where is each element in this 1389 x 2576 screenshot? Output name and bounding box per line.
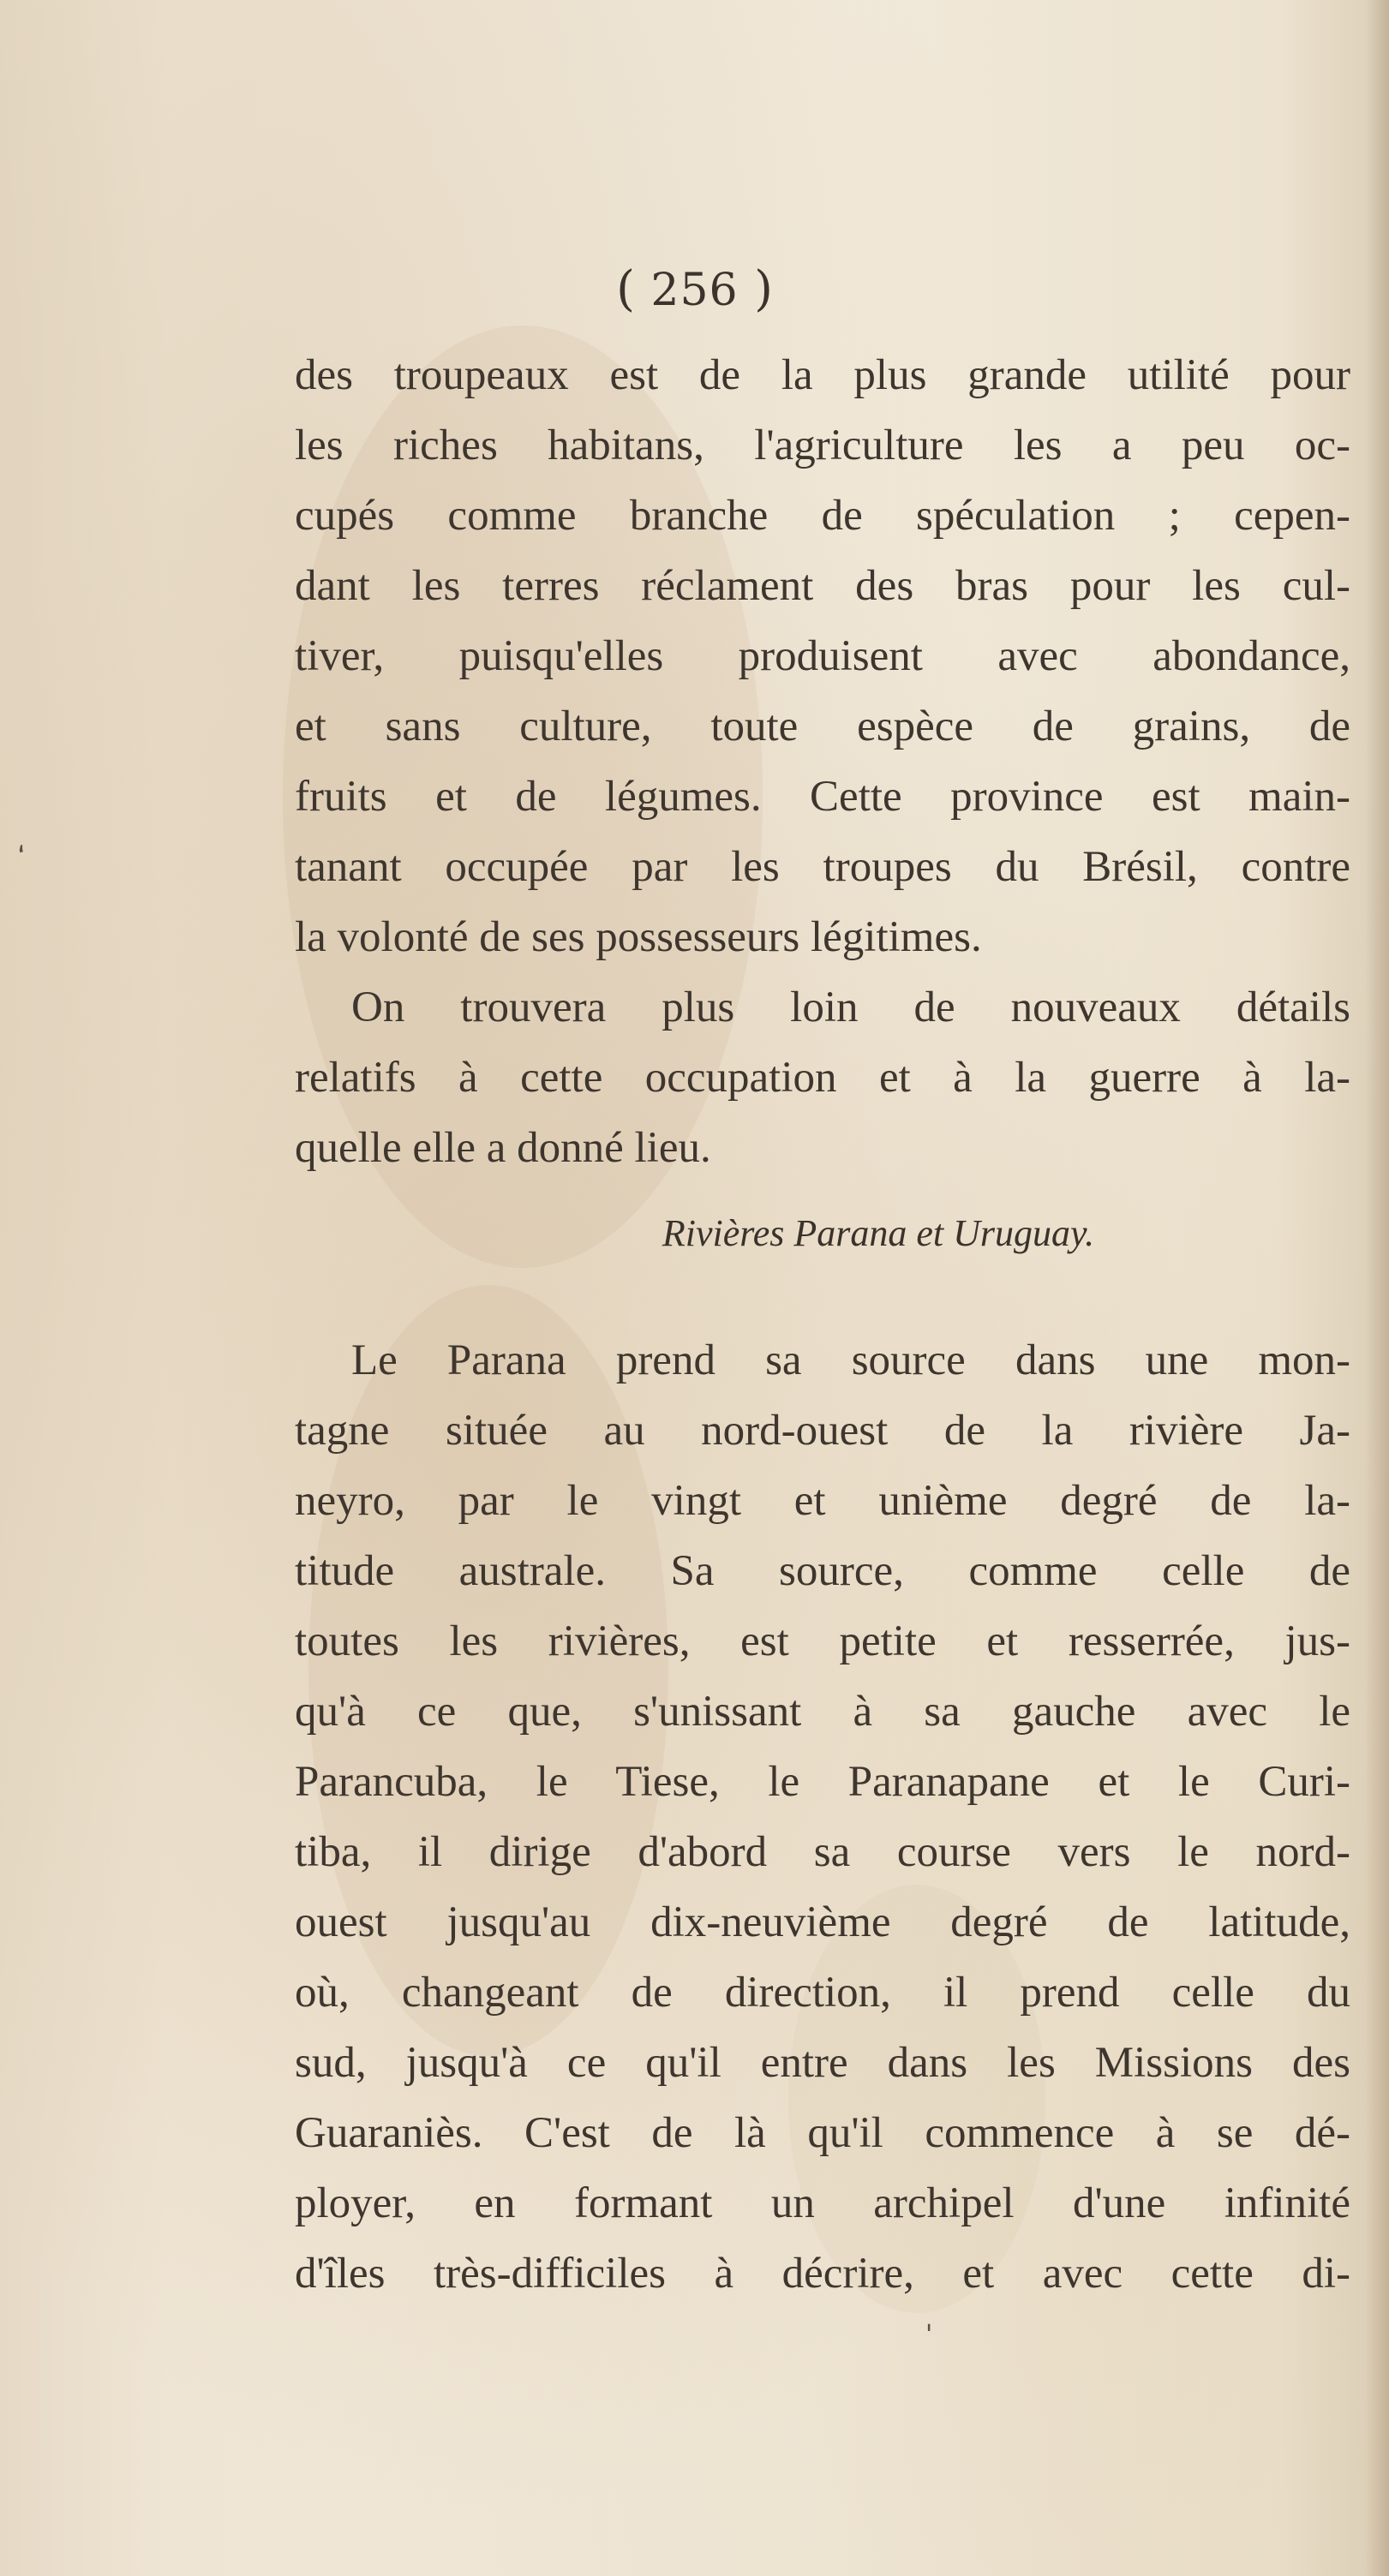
- text-line: relatifs à cette occupation et à la guerre à la-: [295, 1054, 1350, 1102]
- text-line: cupés comme branche de spéculation ; cepen-: [295, 492, 1350, 540]
- text-line: ouest jusqu'au dix-neuvième degré de latitude,: [295, 1898, 1350, 1946]
- section-heading: Rivières Parana et Uruguay.: [662, 1212, 1095, 1254]
- page-body: [295, 340, 1350, 2309]
- text-line: titude australe. Sa source, comme celle de: [295, 1547, 1350, 1595]
- text-line: des troupeaux est de la plus grande utilité pour: [295, 351, 1350, 399]
- margin-mark: ‘: [15, 839, 33, 875]
- text-line: qu'à ce que, s'unissant à sa gauche avec le: [295, 1688, 1350, 1736]
- page-header: [0, 254, 1389, 325]
- text-line: On trouvera plus loin de nouveaux détails: [351, 983, 1350, 1031]
- text-line: quelle elle a donné lieu.: [295, 1124, 711, 1172]
- text-line: tagne située au nord-ouest de la rivière Ja-: [295, 1407, 1350, 1455]
- text-line: toutes les rivières, est petite et resserrée, jus-: [295, 1617, 1350, 1665]
- text-line: neyro, par le vingt et unième degré de la-: [295, 1477, 1350, 1525]
- page-edge-shadow: [1365, 0, 1389, 2576]
- text-line: Le Parana prend sa source dans une mon-: [351, 1336, 1350, 1384]
- text-line: où, changeant de direction, il prend celle du: [295, 1969, 1350, 2017]
- page-number: 256: [650, 265, 739, 316]
- close-paren: ): [754, 261, 773, 317]
- text-line: et sans culture, toute espèce de grains, de: [295, 702, 1350, 750]
- text-line: tanant occupée par les troupes du Brésil, contre: [295, 843, 1350, 891]
- text-line: tiba, il dirige d'abord sa course vers le nord-: [295, 1828, 1350, 1876]
- text-line: ployer, en formant un archipel d'une infinité: [295, 2179, 1350, 2227]
- text-line: fruits et de légumes. Cette province est main-: [295, 773, 1350, 821]
- text-line: dant les terres réclament des bras pour les cul-: [295, 562, 1350, 610]
- text-line: Parancuba, le Tiese, le Paranapane et le Curi-: [295, 1758, 1350, 1806]
- open-paren: (: [616, 261, 635, 317]
- text-line: d'îles très-difficiles à décrire, et avec cette di-: [295, 2250, 1350, 2298]
- text-line: tiver, puisqu'elles produisent avec abondance,: [295, 632, 1350, 680]
- text-line: les riches habitans, l'agriculture les a peu oc-: [295, 421, 1350, 469]
- bottom-mark: ': [925, 2320, 933, 2350]
- text-line: sud, jusqu'à ce qu'il entre dans les Missions des: [295, 2039, 1350, 2087]
- text-line: Guaraniès. C'est de là qu'il commence à se dé-: [295, 2109, 1350, 2157]
- text-line: la volonté de ses possesseurs légitimes.: [295, 913, 982, 961]
